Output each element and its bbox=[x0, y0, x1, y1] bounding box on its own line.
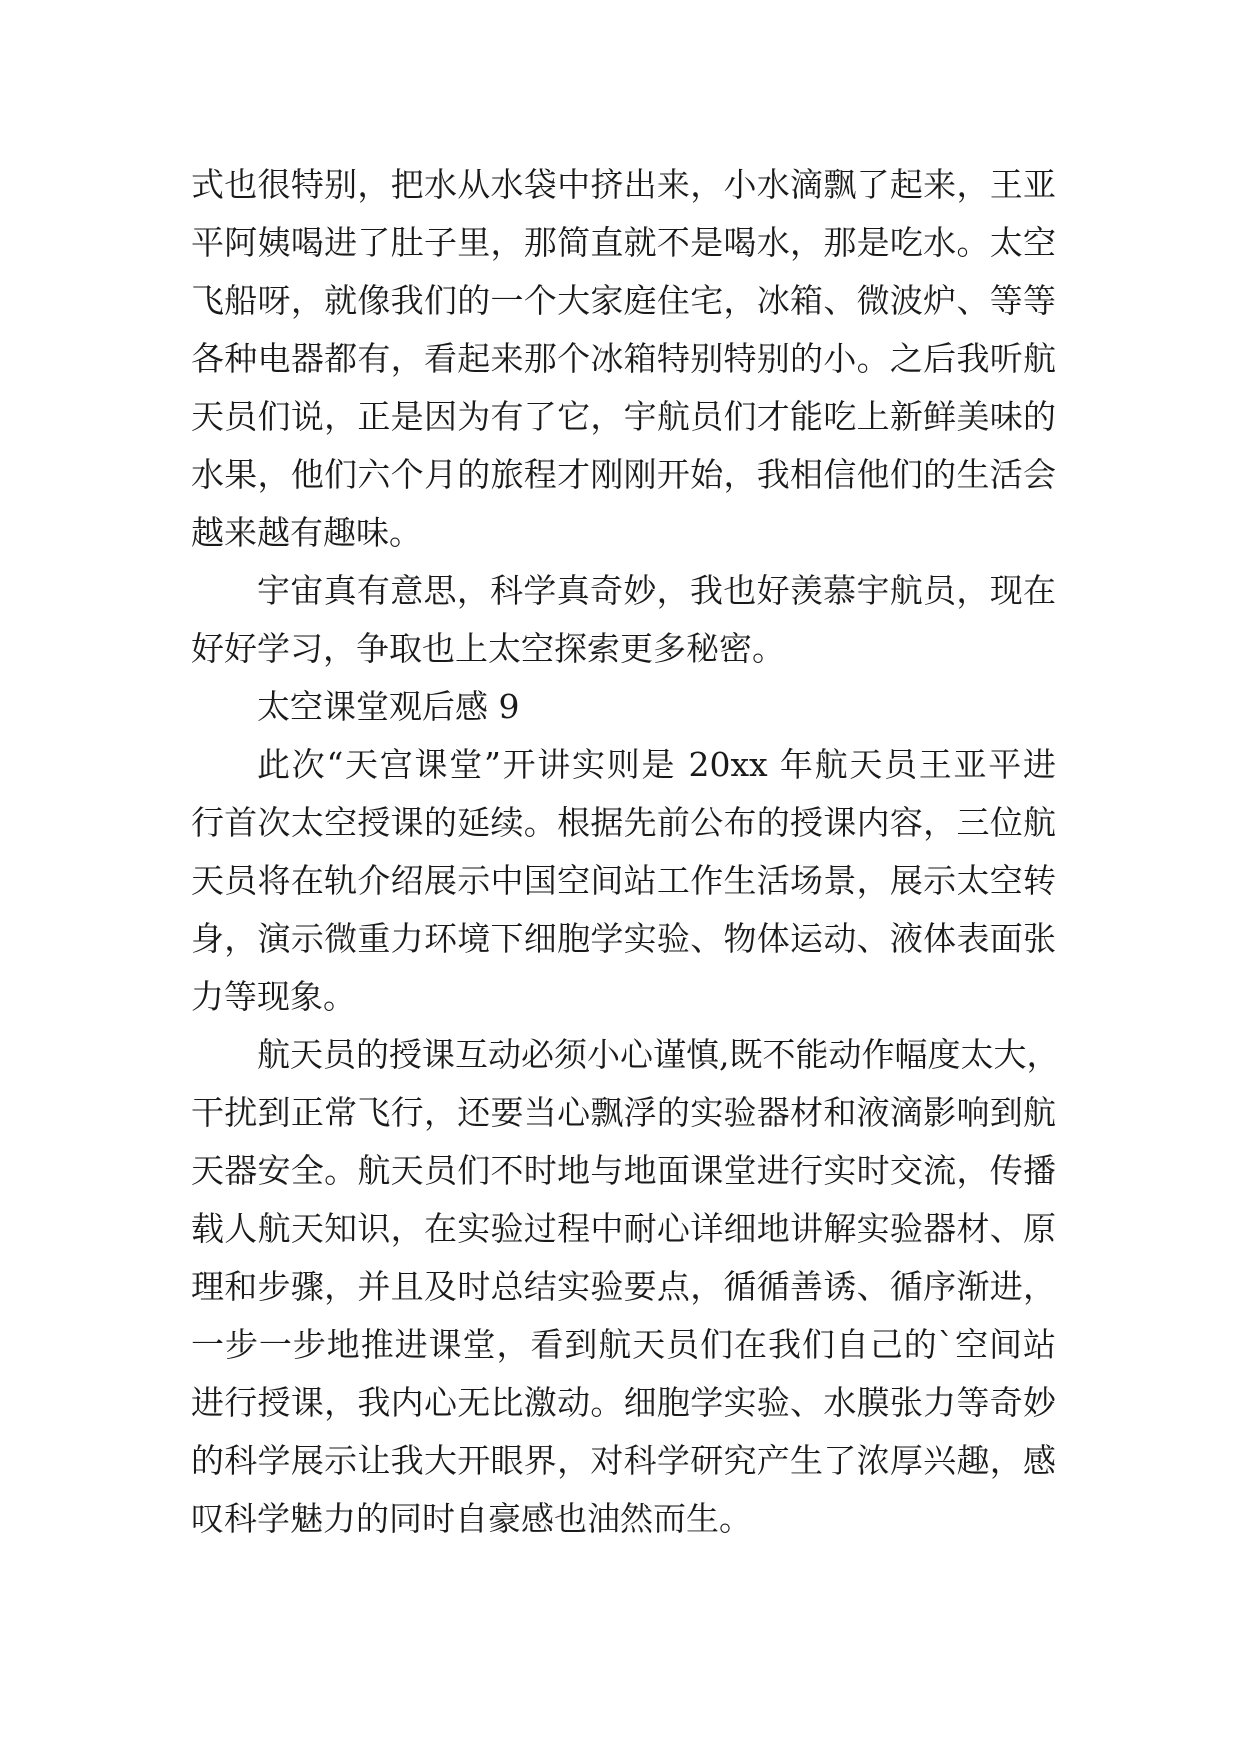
paragraph bbox=[191, 562, 1056, 678]
text-line: 身，演示微重力环境下细胞学实验、物体运动、液体表面张 bbox=[191, 919, 1056, 958]
text-line: 干扰到正常飞行，还要当心飘浮的实验器材和液滴影响到航 bbox=[191, 1093, 1056, 1132]
text-line: 载人航天知识，在实验过程中耐心详细地讲解实验器材、原 bbox=[191, 1209, 1056, 1248]
text-line: 宇宙真有意思，科学真奇妙，我也好羡慕宇航员，现在 bbox=[257, 571, 1056, 610]
text-line: 平阿姨喝进了肚子里，那简直就不是喝水，那是吃水。太空 bbox=[191, 223, 1056, 262]
text-line: 进行授课，我内心无比激动。细胞学实验、水膜张力等奇妙 bbox=[191, 1383, 1056, 1422]
text-line: 航天员的授课互动必须小心谨慎,既不能动作幅度太大， bbox=[257, 1035, 1060, 1074]
text-line: 水果，他们六个月的旅程才刚刚开始，我相信他们的生活会 bbox=[191, 455, 1056, 494]
text-line: 此次“天宫课堂”开讲实则是 20xx 年航天员王亚平进 bbox=[257, 745, 1056, 784]
text-line: 好好学习，争取也上太空探索更多秘密。 bbox=[191, 629, 785, 668]
text-line: 叹科学魅力的同时自豪感也油然而生。 bbox=[191, 1499, 752, 1538]
document-body bbox=[191, 156, 1060, 1548]
text-line: 的科学展示让我大开眼界，对科学研究产生了浓厚兴趣，感 bbox=[191, 1441, 1056, 1480]
text-line: 飞船呀，就像我们的一个大家庭住宅，冰箱、微波炉、等等 bbox=[191, 281, 1056, 320]
text-line: 天员将在轨介绍展示中国空间站工作生活场景，展示太空转 bbox=[191, 861, 1056, 900]
text-line: 各种电器都有，看起来那个冰箱特别特别的小。之后我听航 bbox=[191, 339, 1056, 378]
paragraph bbox=[191, 156, 1056, 562]
text-line: 行首次太空授课的延续。根据先前公布的授课内容，三位航 bbox=[191, 803, 1056, 842]
paragraph bbox=[191, 736, 1056, 1026]
text-line: 理和步骤，并且及时总结实验要点，循循善诱、循序渐进， bbox=[191, 1267, 1056, 1306]
text-line: 式也很特别，把水从水袋中挤出来，小水滴飘了起来，王亚 bbox=[191, 165, 1056, 204]
text-line: 天器安全。航天员们不时地与地面课堂进行实时交流，传播 bbox=[191, 1151, 1056, 1190]
text-line: 越来越有趣味。 bbox=[191, 513, 422, 552]
text-line: 一步一步地推进课堂，看到航天员们在我们自己的`空间站 bbox=[191, 1325, 1056, 1364]
paragraph bbox=[191, 1026, 1060, 1548]
text-line: 太空课堂观后感 9 bbox=[257, 687, 520, 726]
text-line: 天员们说，正是因为有了它，宇航员们才能吃上新鲜美味的 bbox=[191, 397, 1056, 436]
text-line: 力等现象。 bbox=[191, 977, 356, 1016]
paragraph bbox=[191, 678, 1056, 736]
